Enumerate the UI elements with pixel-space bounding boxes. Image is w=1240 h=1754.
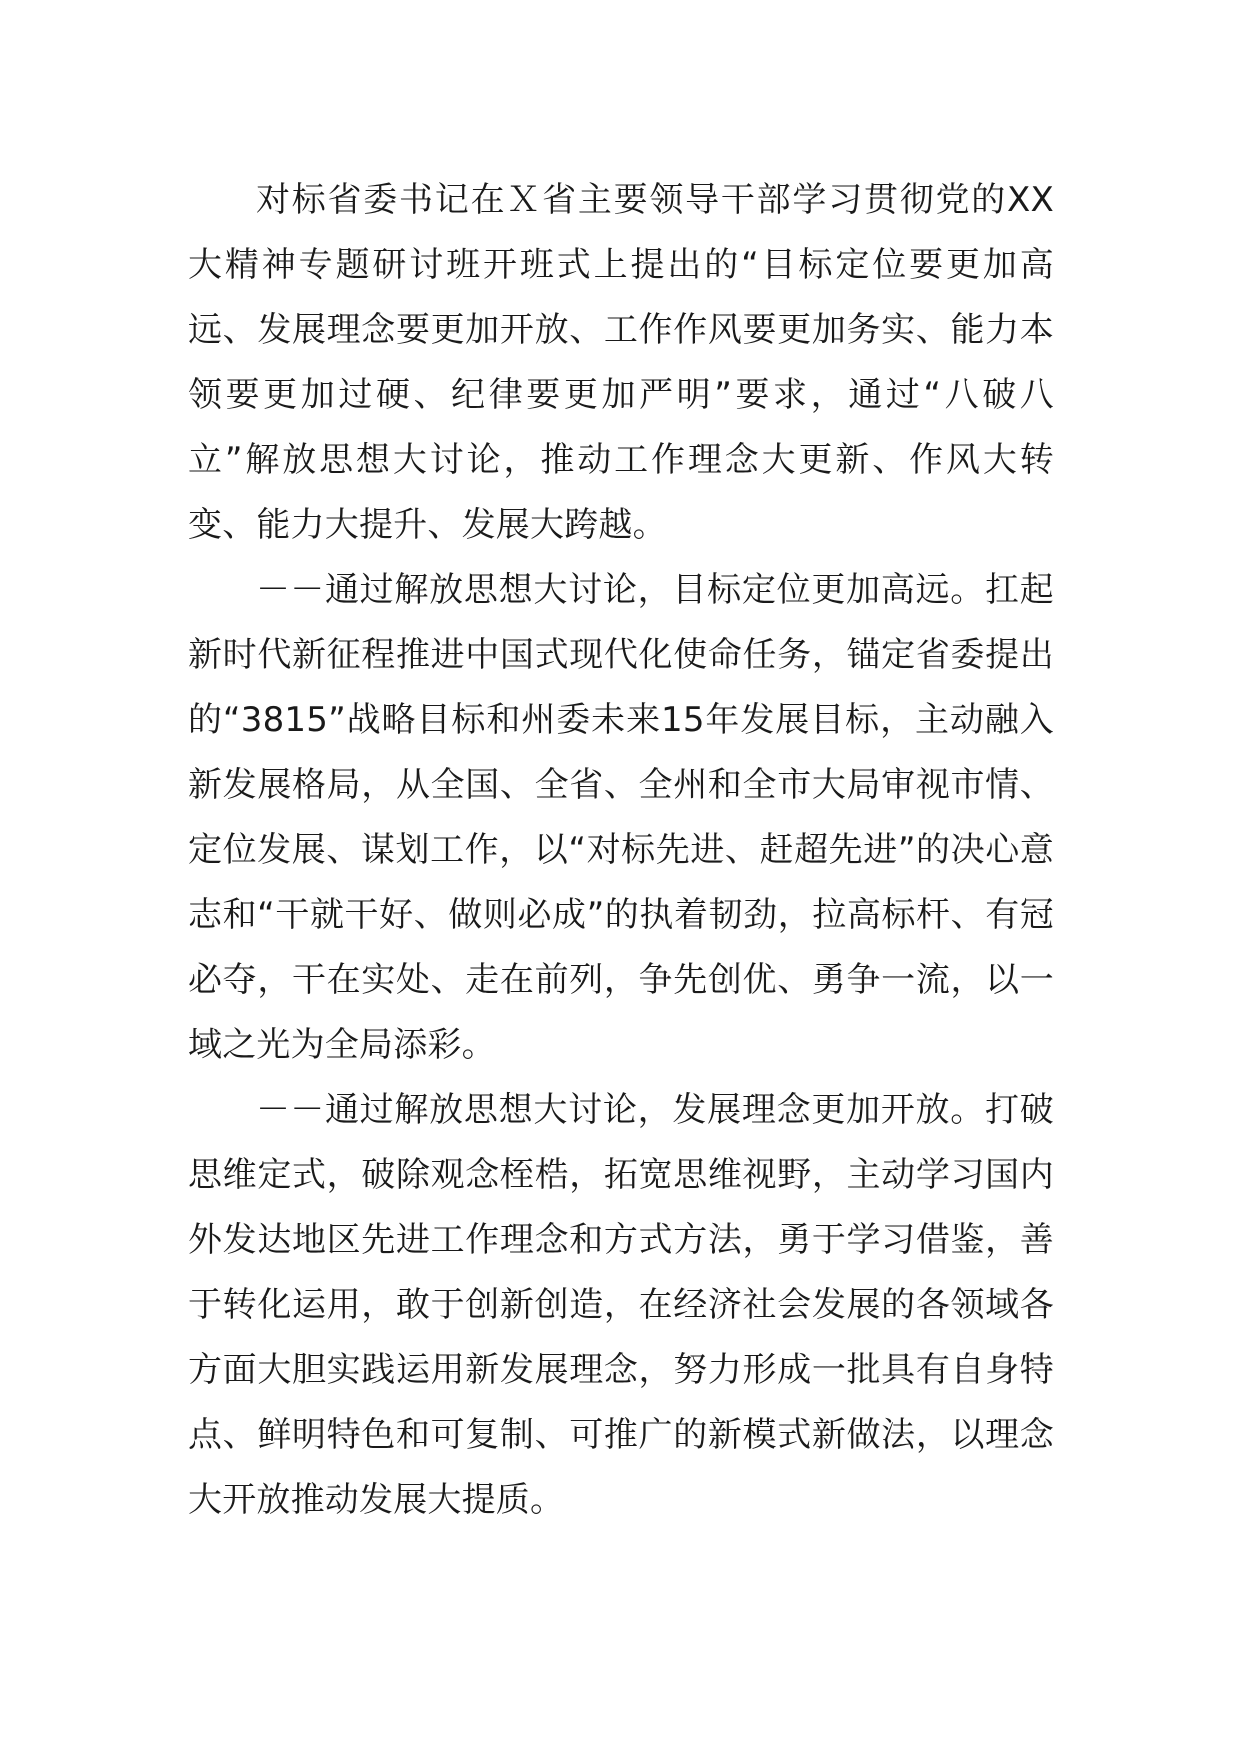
- paragraph-goal-positioning: －－通过解放思想大讨论，目标定位更加高远。扛起新时代新征程推进中国式现代化使命任务，锚定省委提出的“3815”战略目标和州委未来15年发展目标，主动融入新发展格局，从全国、全省、全州和全市大局审视市情、定位发展、谋划工作，以“对标先进、赶超先进”的决心意志和“干就干好、做则必成”的执着韧劲，拉高标杆、有冠必夺，干在实处、走在前列，争先创优、勇争一流，以一域之光为全局添彩。: [188, 570, 1054, 1065]
- paragraph-development-concept: －－通过解放思想大讨论，发展理念更加开放。打破思维定式，破除观念桎梏，拓宽思维视野，主动学习国内外发达地区先进工作理念和方式方法，勇于学习借鉴，善于转化运用，敢于创新创造，在经济社会发展的各领域各方面大胆实践运用新发展理念，努力形成一批具有自身特点、鲜明特色和可复制、可推广的新模式新做法，以理念大开放推动发展大提质。: [188, 1090, 1054, 1520]
- document-body: [188, 168, 1054, 1533]
- paragraph-intro: 对标省委书记在Ｘ省主要领导干部学习贯彻党的XX大精神专题研讨班开班式上提出的“目标定位要更加高远、发展理念要更加开放、工作作风要更加务实、能力本领要更加过硬、纪律要更加严明”要求，通过“八破八立”解放思想大讨论，推动工作理念大更新、作风大转变、能力大提升、发展大跨越。: [188, 180, 1054, 545]
